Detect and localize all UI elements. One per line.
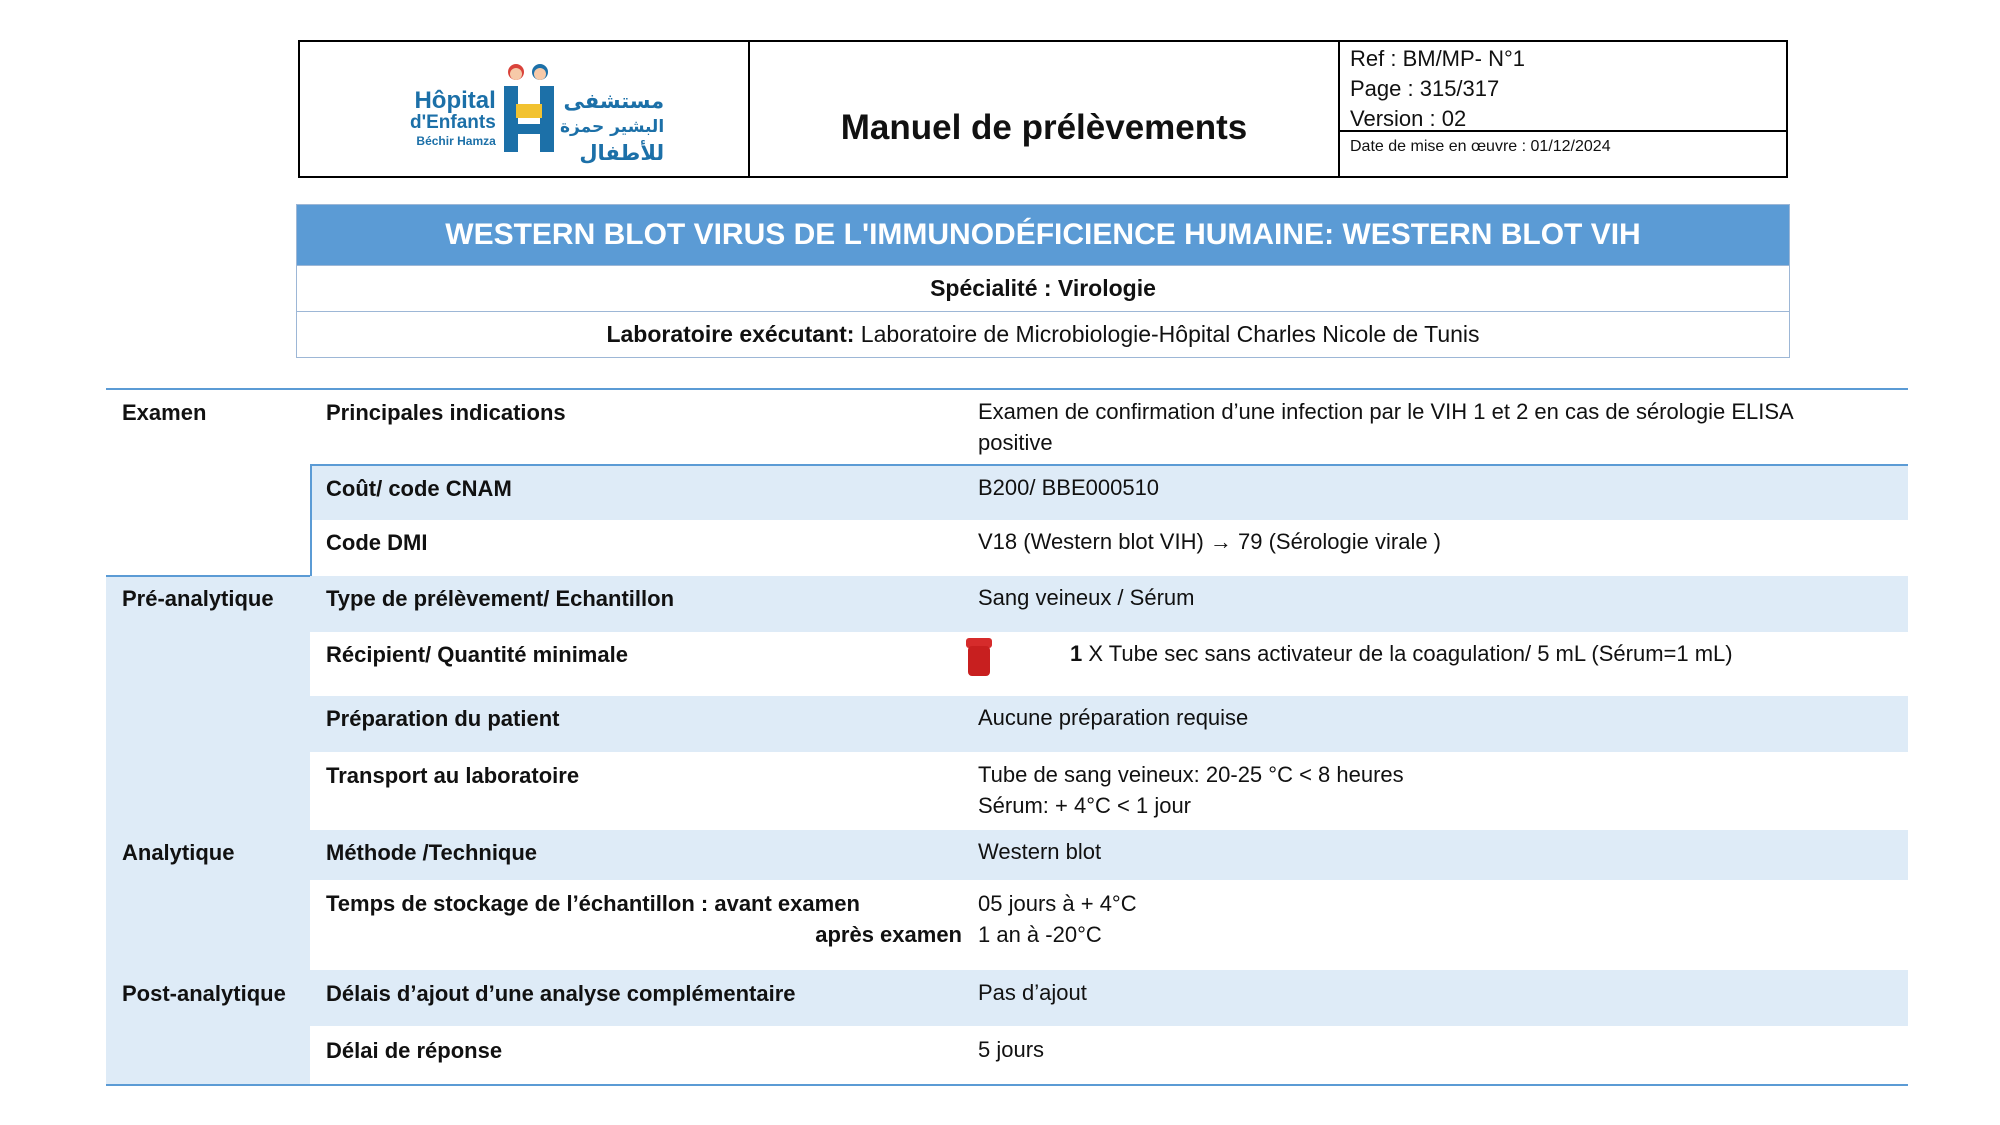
ref-info xyxy=(1350,44,1525,134)
transport-value-line-2: Sérum: + 4°C < 1 jour xyxy=(978,793,1192,818)
ref-cell xyxy=(1340,42,1786,176)
delais-value: Pas d’ajout xyxy=(978,980,1087,1005)
transport-value-line-1: Tube de sang veineux: 20-25 °C < 8 heures xyxy=(978,762,1404,787)
table-row-methode-bg xyxy=(310,830,1908,880)
indications-value xyxy=(978,396,1794,458)
section-examen: Examen xyxy=(122,400,207,425)
red-tube-icon xyxy=(964,638,994,678)
section-pre-analytique: Pré-analytique xyxy=(122,586,274,611)
methode-label: Méthode /Technique xyxy=(326,840,538,865)
logo-french-text xyxy=(410,87,496,148)
recipient-label: Récipient/ Quantité minimale xyxy=(326,642,628,667)
divider xyxy=(1340,130,1786,132)
logo-arabic-text xyxy=(560,88,664,166)
stockage-value-line-2: 1 an à -20°C xyxy=(978,922,1102,947)
version-number: Version : 02 xyxy=(1350,106,1467,131)
logo-cell xyxy=(300,42,750,176)
indications-value-line-2: positive xyxy=(978,430,1053,455)
recipient-text: X Tube sec sans activateur de la coagulation/ 5 mL (Sérum=1 mL) xyxy=(1082,641,1733,666)
logo-line-2: d'Enfants xyxy=(410,112,496,133)
table-bottom-border xyxy=(106,1084,1908,1086)
specialty-row xyxy=(297,265,1789,311)
document-title: Manuel de prélèvements xyxy=(840,108,1248,147)
test-title-block xyxy=(296,204,1790,358)
recipient-quantity: 1 xyxy=(1070,641,1083,666)
indications-label: Principales indications xyxy=(326,400,566,425)
section-analytique: Analytique xyxy=(122,840,235,865)
stockage-value xyxy=(978,888,1137,950)
cout-value: B200/ BBE000510 xyxy=(978,475,1160,500)
page-number: Page : 315/317 xyxy=(1350,76,1500,101)
reponse-value: 5 jours xyxy=(978,1037,1045,1062)
section-post-analytique: Post-analytique xyxy=(122,981,286,1006)
cout-label: Coût/ code CNAM xyxy=(326,476,512,501)
transport-value xyxy=(978,759,1404,821)
delais-label: Délais d’ajout d’une analyse complémentaire xyxy=(326,981,796,1006)
stockage-value-line-1: 05 jours à + 4°C xyxy=(978,891,1137,916)
dmi-value: V18 (Western blot VIH) → 79 (Sérologie virale ) xyxy=(978,529,1441,554)
divider xyxy=(310,466,312,576)
lab-label: Laboratoire exécutant: xyxy=(606,321,855,347)
transport-label: Transport au laboratoire xyxy=(326,763,580,788)
logo-line-3: Béchir Hamza xyxy=(416,134,496,148)
recipient-value xyxy=(1070,638,1733,669)
ref-number: Ref : BM/MP- N°1 xyxy=(1350,46,1526,71)
reponse-label: Délai de réponse xyxy=(326,1038,503,1063)
effective-date: Date de mise en œuvre : 01/12/2024 xyxy=(1350,138,1611,155)
lab-value: Laboratoire de Microbiologie-Hôpital Charles Nicole de Tunis xyxy=(860,321,1480,347)
type-value: Sang veineux / Sérum xyxy=(978,585,1195,610)
logo-line-1: Hôpital xyxy=(414,87,496,114)
logo-ar-line-2: البشير حمزة xyxy=(560,117,665,137)
divider xyxy=(106,575,310,577)
indications-value-line-1: Examen de confirmation d’une infection par le VIH 1 et 2 en cas de sérologie ELISA xyxy=(978,399,1794,424)
prep-label: Préparation du patient xyxy=(326,706,560,731)
prep-value: Aucune préparation requise xyxy=(978,705,1249,730)
logo-ar-line-3: للأطفال xyxy=(579,141,665,165)
dmi-label: Code DMI xyxy=(326,530,428,555)
stockage-label-line-2: après examen xyxy=(815,922,962,947)
methode-value: Western blot xyxy=(978,839,1102,864)
type-label: Type de prélèvement/ Echantillon xyxy=(326,586,675,611)
test-title: WESTERN BLOT VIRUS DE L'IMMUNODÉFICIENCE HUMAINE: WESTERN BLOT VIH xyxy=(297,205,1789,265)
logo-ar-line-1: مستشفى xyxy=(563,89,665,113)
stockage-label xyxy=(326,888,962,950)
lab-row xyxy=(297,311,1789,357)
document-header xyxy=(298,40,1788,178)
table-top-border xyxy=(106,388,1908,390)
stockage-label-line-1: Temps de stockage de l’échantillon : avant examen xyxy=(326,891,860,916)
title-cell xyxy=(750,42,1340,176)
specialty: Spécialité : Virologie xyxy=(930,275,1156,301)
hospital-logo-icon xyxy=(500,60,560,158)
section-column xyxy=(106,576,310,1086)
test-details-table xyxy=(106,388,1908,1086)
